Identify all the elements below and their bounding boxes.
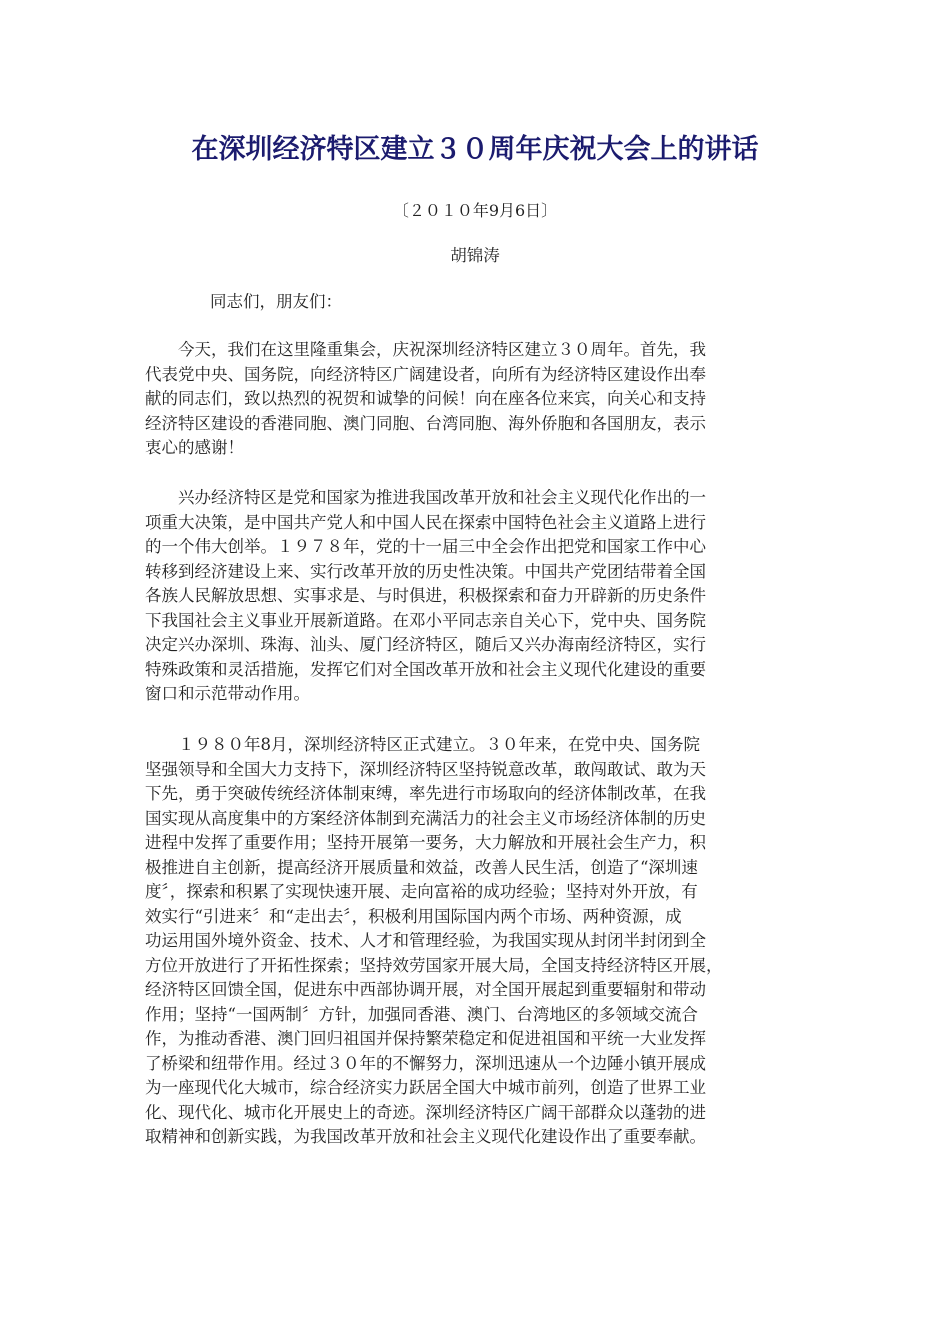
paragraph-line: 作，为推动香港、澳门回归祖国并保持繁荣稳定和促进祖国和平统一大业发挥 bbox=[145, 1029, 706, 1048]
paragraph-line: 进程中发挥了重要作用；坚持开展第一要务，大力解放和开展社会生产力，积 bbox=[145, 833, 706, 852]
paragraph-line: 决定兴办深圳、珠海、汕头、厦门经济特区，随后又兴办海南经济特区，实行 bbox=[145, 635, 706, 654]
paragraph-line: 特殊政策和灵活措施，发挥它们对全国改革开放和社会主义现代化建设的重要 bbox=[145, 659, 706, 679]
paragraph-line: 取精神和创新实践，为我国改革开放和社会主义现代化建设作出了重要奉献。 bbox=[145, 1127, 706, 1146]
paragraph-line: 功运用国外境外资金、技术、人才和管理经验，为我国实现从封闭半封闭到全 bbox=[145, 931, 706, 950]
paragraph-line: 的一个伟大创举。１９７８年，党的十一届三中全会作出把党和国家工作中心 bbox=[145, 537, 706, 556]
paragraph-line: 经济特区回馈全国，促进东中西部协调开展，对全国开展起到重要辐射和带动 bbox=[145, 980, 706, 999]
paragraph-line: 兴办经济特区是党和国家为推进我国改革开放和社会主义现代化作出的一 bbox=[145, 488, 706, 507]
paragraph-2 bbox=[145, 486, 805, 707]
paragraph-line: 窗口和示范带动作用。 bbox=[145, 684, 310, 703]
salutation: 同志们，朋友们： bbox=[210, 292, 342, 311]
paragraph-line: 经济特区建设的香港同胞、澳门同胞、台湾同胞、海外侨胞和各国朋友，表示 bbox=[145, 413, 706, 433]
paragraph-line: 作用；坚持“一国两制〞方针，加强同香港、澳门、台湾地区的多领域交流合 bbox=[145, 1004, 698, 1024]
paragraph-3 bbox=[145, 733, 805, 1150]
paragraph-line: 各族人民解放思想、实事求是、与时俱进，积极探索和奋力开辟新的历史条件 bbox=[145, 586, 706, 605]
paragraph-line: 效实行“引进来〞和“走出去〞，积极利用国际国内两个市场、两种资源，成 bbox=[145, 906, 682, 926]
paragraph-line: 衷心的感谢！ bbox=[145, 438, 244, 457]
document-title: 在深圳经济特区建立３０周年庆祝大会上的讲话 bbox=[191, 134, 759, 165]
paragraph-line: 下先，勇于突破传统经济体制束缚，率先进行市场取向的经济体制改革，在我 bbox=[145, 784, 706, 803]
speech-author: 胡锦涛 bbox=[450, 246, 500, 265]
paragraph-line: 方位开放进行了开拓性探索；坚持效劳国家开展大局，全国支持经济特区开展， bbox=[145, 955, 723, 975]
paragraph-line: 化、现代化、城市化开展史上的奇迹。深圳经济特区广阔干部群众以蓬勃的进 bbox=[145, 1102, 706, 1122]
paragraph-line: 坚强领导和全国大力支持下，深圳经济特区坚持锐意改革，敢闯敢试、敢为天 bbox=[145, 759, 706, 779]
paragraph-line: 今天，我们在这里隆重集会，庆祝深圳经济特区建立３０周年。首先，我 bbox=[145, 340, 706, 359]
paragraph-line: 了桥梁和纽带作用。经过３０年的不懈努力，深圳迅速从一个边陲小镇开展成 bbox=[145, 1053, 706, 1073]
paragraph-line: 献的同志们，致以热烈的祝贺和诚挚的问候！向在座各位来宾，向关心和支持 bbox=[145, 389, 706, 408]
paragraph-line: １９８０年8月，深圳经济特区正式建立。３０年来，在党中央、国务院 bbox=[145, 735, 700, 754]
paragraph-line: 代表党中央、国务院，向经济特区广阔建设者，向所有为经济特区建设作出奉 bbox=[145, 364, 706, 384]
paragraph-line: 下我国社会主义事业开展新道路。在邓小平同志亲自关心下，党中央、国务院 bbox=[145, 610, 706, 630]
paragraph-line: 度〞，探索和积累了实现快速开展、走向富裕的成功经验；坚持对外开放，有 bbox=[145, 882, 698, 901]
paragraph-line: 项重大决策，是中国共产党人和中国人民在探索中国特色社会主义道路上进行 bbox=[145, 512, 706, 532]
speech-date: 〔２０１０年9月6日〕 bbox=[392, 201, 558, 220]
paragraph-1 bbox=[145, 338, 805, 461]
paragraph-line: 转移到经济建设上来、实行改革开放的历史性决策。中国共产党团结带着全国 bbox=[145, 561, 706, 581]
paragraph-line: 极推进自主创新，提高经济开展质量和效益，改善人民生活，创造了“深圳速 bbox=[145, 857, 698, 877]
paragraph-line: 为一座现代化大城市，综合经济实力跃居全国大中城市前列，创造了世界工业 bbox=[145, 1078, 706, 1097]
paragraph-line: 国实现从高度集中的方案经济体制到充满活力的社会主义市场经济体制的历史 bbox=[145, 808, 706, 828]
